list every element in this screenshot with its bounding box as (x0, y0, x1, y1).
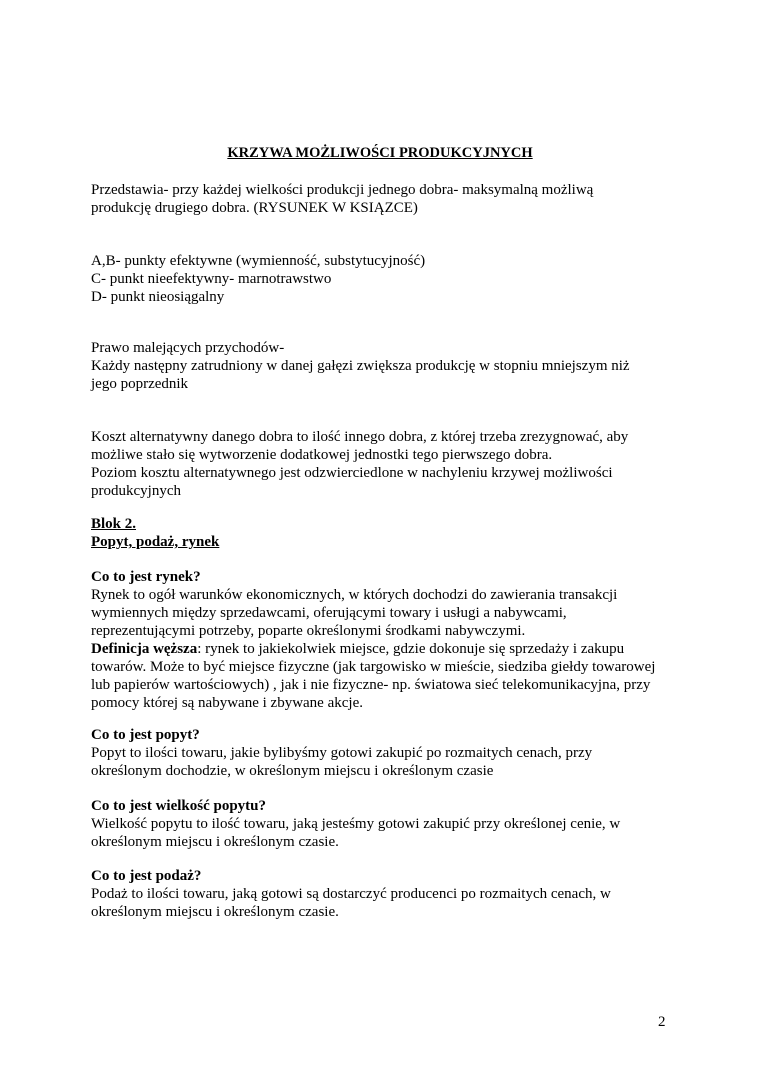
demand-size-line: określonym miejscu i określonym czasie. (91, 834, 339, 850)
intro-paragraph (91, 181, 691, 217)
intro-line: Przedstawia- przy każdej wielkości produkcji jednego dobra- maksymalną możliwą (91, 182, 594, 198)
cost-line: produkcyjnych (91, 483, 181, 499)
demand-line: Popyt to ilości towaru, jakie bylibyśmy gotowi zakupić po rozmaitych cenach, przy (91, 745, 593, 761)
cost-line: Poziom kosztu alternatywnego jest odzwierciedlone w nachyleniu krzywej możliwości (91, 465, 613, 481)
market-section (91, 568, 691, 712)
supply-question: Co to jest podaż? (91, 868, 202, 884)
market-line: reprezentującymi potrzeby, poparte określonymi środkami nabywczymi. (91, 623, 526, 639)
points-list (91, 252, 691, 306)
intro-line: produkcję drugiego dobra. (RYSUNEK W KSIĄZCE) (91, 200, 418, 216)
narrow-definition-text: : rynek to jakiekolwiek miejsce, gdzie dokonuje się sprzedaży i zakupu (197, 641, 625, 657)
cost-line: możliwe stało się wytworzenie dodatkowej jednostki tego pierwszego dobra. (91, 447, 553, 463)
demand-size-section (91, 797, 691, 851)
supply-line: Podaż to ilości towaru, jaką gotowi są dostarczyć producenci po rozmaitych cenach, w (91, 886, 611, 902)
point-line: D- punkt nieosiągalny (91, 289, 225, 305)
law-line: Prawo malejących przychodów- (91, 340, 285, 356)
point-line: C- punkt nieefektywny- marnotrawstwo (91, 271, 332, 287)
market-line: towarów. Może to być miejsce fizyczne (jak targowisko w mieście, siedziba giełdy towarowej (91, 659, 656, 675)
block-subheading: Popyt, podaż, rynek (91, 534, 220, 550)
cost-line: Koszt alternatywny danego dobra to ilość innego dobra, z której trzeba zrezygnować, aby (91, 429, 629, 445)
point-line: A,B- punkty efektywne (wymienność, substytucyjność) (91, 253, 426, 269)
law-paragraph (91, 339, 691, 393)
law-line: Każdy następny zatrudniony w danej gałęzi zwiększa produkcję w stopniu mniejszym niż (91, 358, 630, 374)
market-line: pomocy której są nabywane i zbywane akcje. (91, 695, 363, 711)
page-number: 2 (658, 1014, 666, 1030)
demand-section (91, 726, 691, 780)
block-heading: Blok 2. (91, 516, 137, 532)
market-narrow-line (91, 640, 691, 658)
demand-question: Co to jest popyt? (91, 727, 200, 743)
market-line: Rynek to ogół warunków ekonomicznych, w których dochodzi do zawierania transakcji (91, 587, 618, 603)
market-line: wymiennych między sprzedawcami, oferującymi towary i usługi a nabywcami, (91, 605, 567, 621)
cost-paragraph (91, 428, 691, 500)
supply-section (91, 867, 691, 921)
demand-size-line: Wielkość popytu to ilość towaru, jaką jesteśmy gotowi zakupić przy określonej cenie, w (91, 816, 621, 832)
page-title: KRZYWA MOŻLIWOŚCI PRODUKCYJNYCH (227, 145, 533, 161)
demand-size-question: Co to jest wielkość popytu? (91, 798, 266, 814)
supply-line: określonym miejscu i określonym czasie. (91, 904, 339, 920)
law-line: jego poprzednik (91, 376, 189, 392)
narrow-definition-label: Definicja węższa (91, 641, 198, 657)
market-line: lub papierów wartościowych) , jak i nie fizyczne- np. światowa sieć telekomunikacyjna, przy (91, 677, 651, 693)
demand-line: określonym dochodzie, w określonym miejscu i określonym czasie (91, 763, 494, 779)
block-header (91, 515, 691, 551)
market-question: Co to jest rynek? (91, 569, 201, 585)
